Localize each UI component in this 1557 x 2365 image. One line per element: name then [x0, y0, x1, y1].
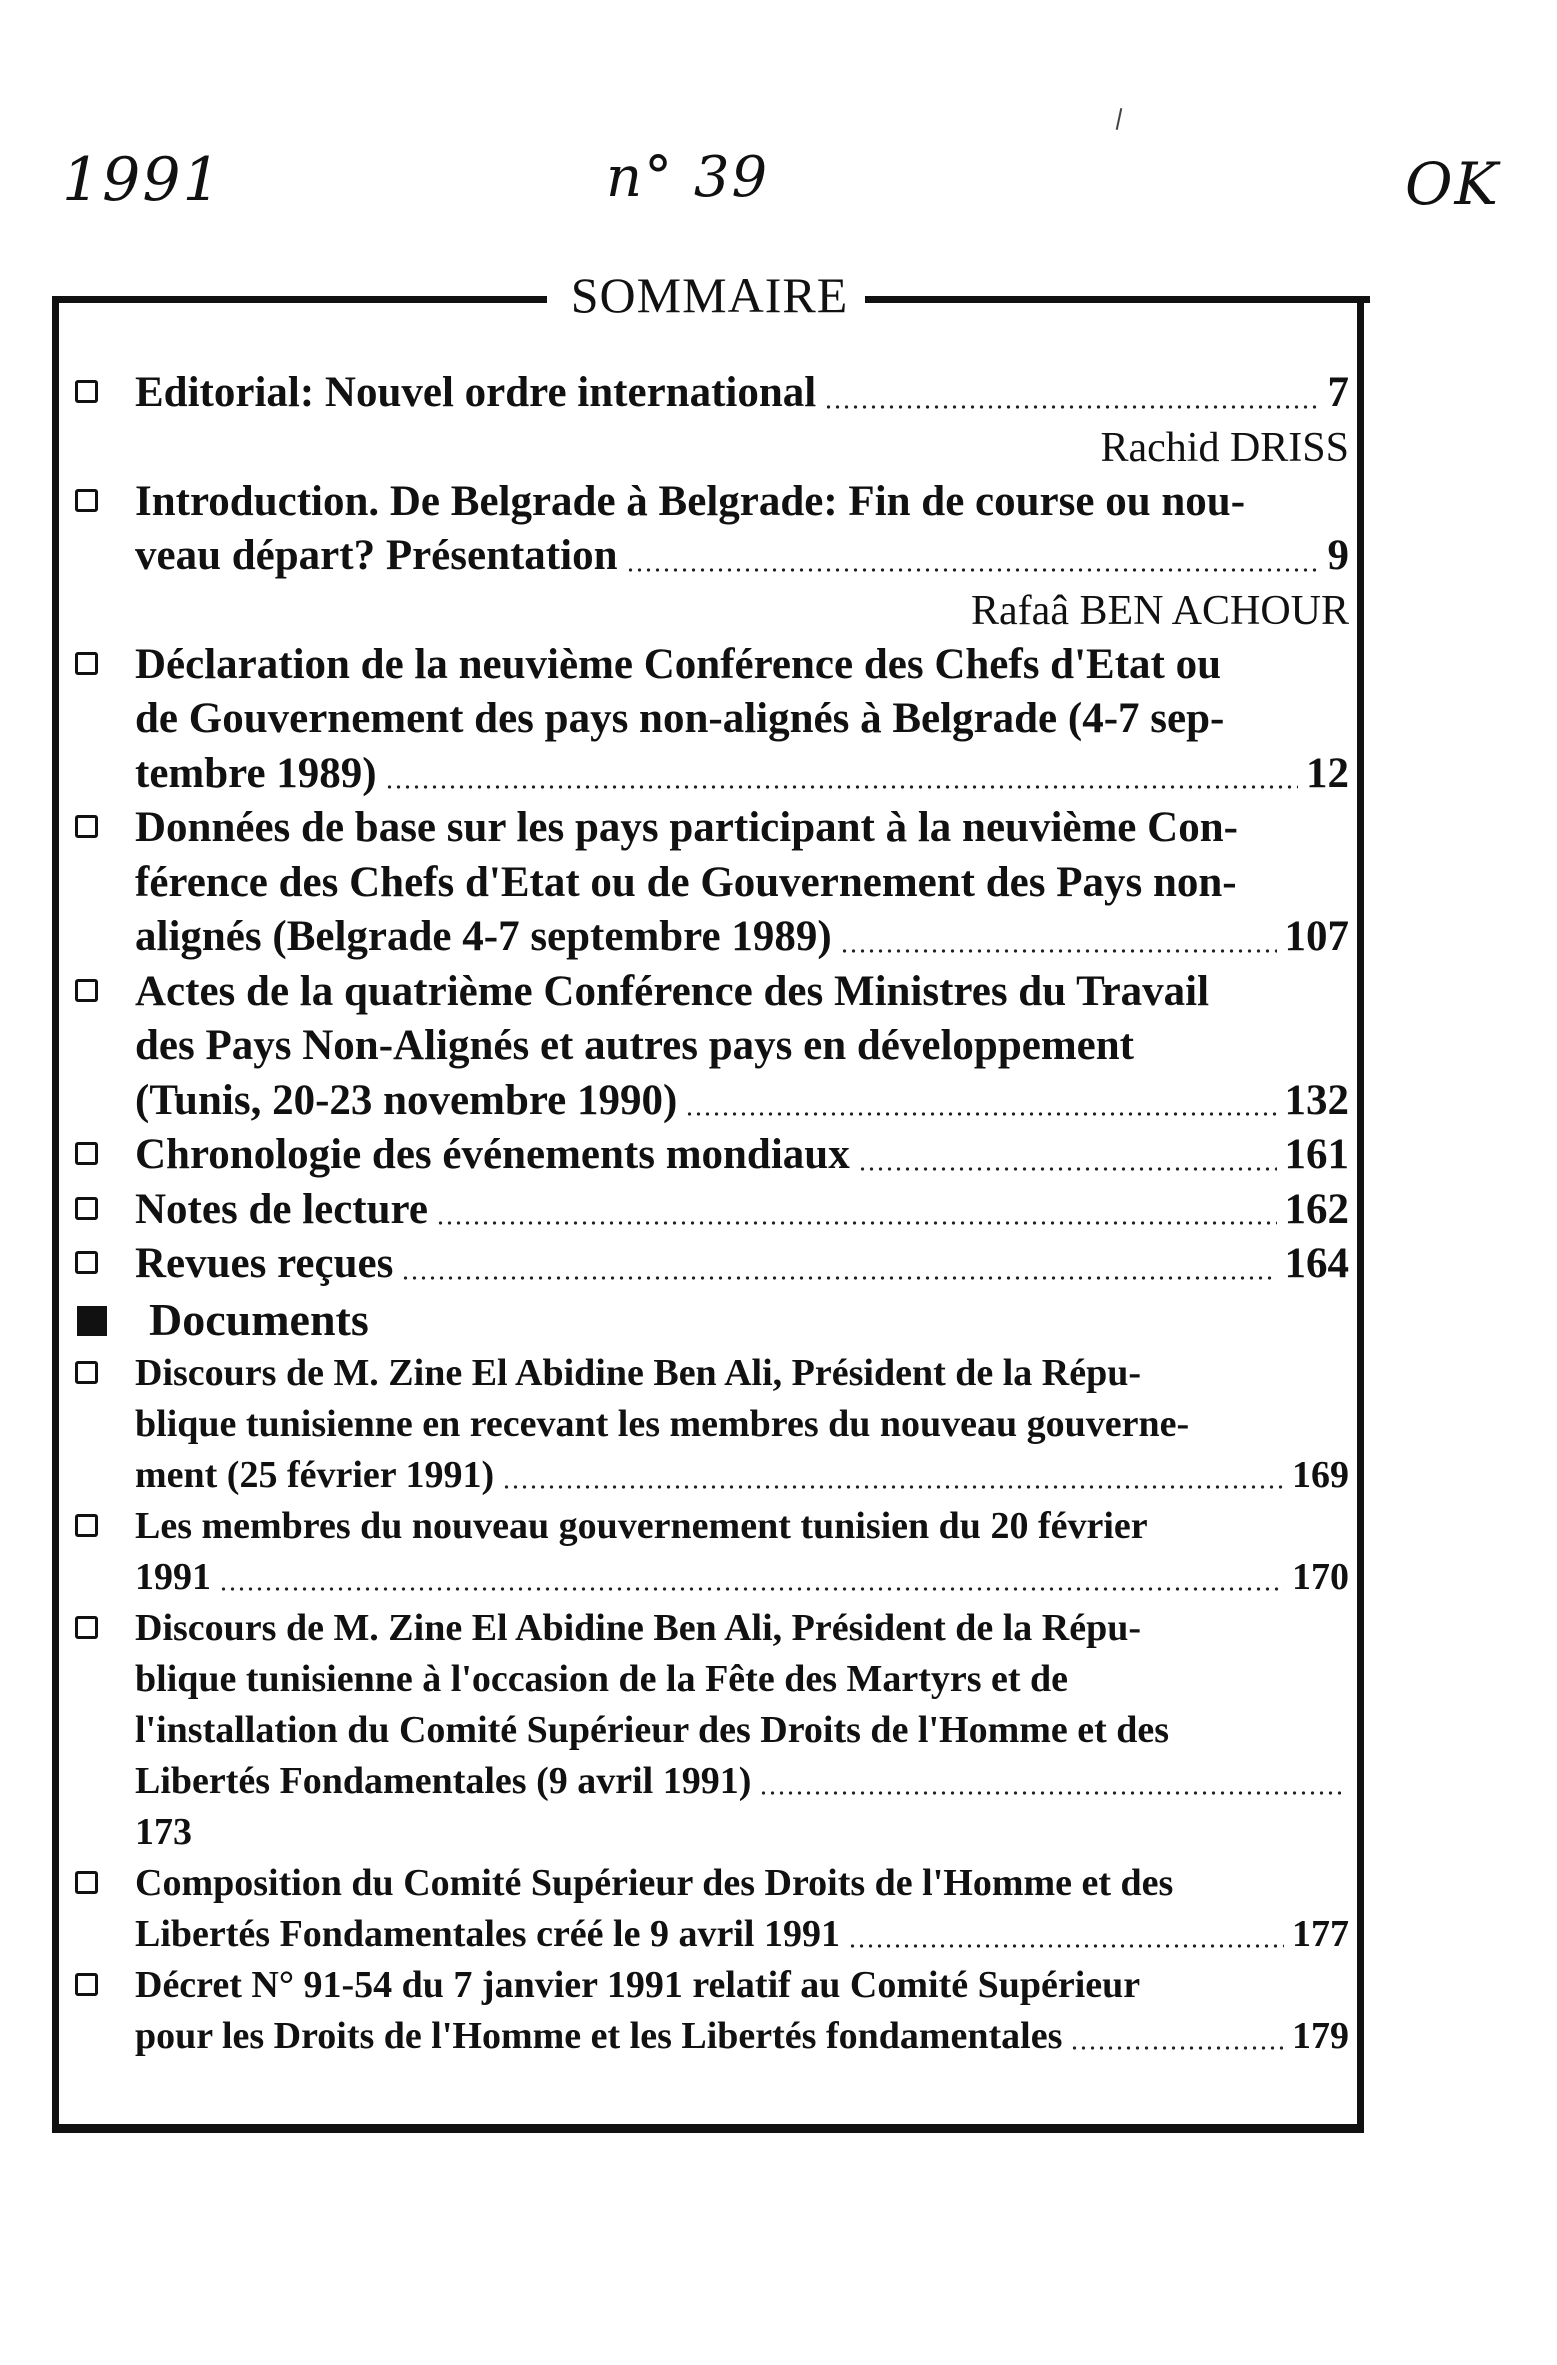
entry-line: Libertés Fondamentales créé le 9 avril 1991 — [135, 1912, 840, 1955]
page-number: 107 — [1284, 913, 1349, 960]
checkbox-icon — [75, 815, 98, 838]
entry-last-line — [135, 1237, 1349, 1292]
entry-line: ment (25 février 1991) — [135, 1453, 495, 1496]
dot-leader — [385, 785, 1298, 789]
page-number: 161 — [1284, 1131, 1349, 1178]
checkbox-icon — [75, 1514, 98, 1537]
dot-leader — [219, 1587, 1284, 1591]
page-number: 179 — [1292, 2014, 1349, 2057]
entry-line: Composition du Comité Supérieur des Droits de l'Homme et des — [135, 1861, 1174, 1904]
entry-line: 1991 — [135, 1555, 211, 1598]
dot-leader — [1070, 2046, 1284, 2050]
entry-last-line — [135, 529, 1349, 584]
dot-leader — [436, 1221, 1277, 1225]
checkbox-icon — [75, 1197, 98, 1220]
page-number: 132 — [1284, 1076, 1349, 1124]
checkbox-icon — [75, 1871, 98, 1894]
page-number: 9 — [1327, 532, 1349, 579]
table-of-contents — [67, 366, 1349, 2062]
entry-line: férence des Chefs d'Etat ou de Gouvernement des Pays non- — [135, 858, 1237, 906]
entry-author: Rachid DRISS — [1100, 424, 1349, 471]
toc-entry — [67, 1960, 1349, 2062]
entry-line: Chronologie des événements mondiaux — [135, 1131, 850, 1178]
entry-line: des Pays Non-Alignés et autres pays en développement — [135, 1022, 1134, 1069]
entry-last-line — [135, 1450, 1349, 1501]
checkbox-icon — [75, 1616, 98, 1639]
toc-entry — [67, 1237, 1349, 1292]
entry-last-line — [135, 1756, 1349, 1807]
page-number: 162 — [1284, 1185, 1349, 1233]
toc-entry — [67, 475, 1349, 584]
checkbox-icon — [75, 1142, 98, 1165]
entry-last-line — [135, 747, 1349, 802]
entry-line: Editorial: Nouvel ordre international — [135, 369, 817, 416]
page-number: 173 — [135, 1810, 192, 1853]
entry-last-line — [135, 366, 1349, 421]
dot-leader — [840, 949, 1277, 953]
entry-line: veau départ? Présentation — [135, 532, 618, 579]
page-number: 170 — [1292, 1555, 1349, 1598]
toc-entry — [67, 801, 1349, 965]
entry-line: Décret N° 91-54 du 7 janvier 1991 relatif au Comité Supérieur — [135, 1963, 1141, 2006]
page-title: SOMMAIRE — [554, 270, 865, 320]
handwritten-issue-number: n° 39 — [606, 145, 770, 210]
checkbox-icon — [75, 489, 98, 512]
documents-heading-text: Documents — [149, 1293, 369, 1345]
checkbox-icon — [75, 652, 98, 675]
entry-last-line — [135, 1909, 1349, 1960]
checkbox-icon — [75, 380, 98, 403]
entry-line: blique tunisienne à l'occasion de la Fête des Martyrs et de — [135, 1657, 1069, 1700]
dot-leader — [858, 1167, 1277, 1171]
entry-line: Les membres du nouveau gouvernement tunisien du 20 février — [135, 1504, 1148, 1547]
dot-leader — [401, 1276, 1276, 1280]
entry-last-line — [135, 1183, 1349, 1238]
entry-line: Données de base sur les pays participant à la neuvième Con- — [135, 804, 1238, 851]
page-number: 12 — [1306, 749, 1349, 797]
toc-entry — [67, 1348, 1349, 1501]
checkbox-icon — [75, 1973, 98, 1996]
entry-line: l'installation du Comité Supérieur des Droits de l'Homme et des — [135, 1708, 1170, 1751]
entry-last-line — [135, 1074, 1349, 1129]
toc-entry — [67, 366, 1349, 421]
entry-line: tembre 1989) — [135, 749, 377, 797]
toc-entry — [67, 1603, 1349, 1858]
entry-last-line — [135, 910, 1349, 965]
entry-last-line — [135, 1552, 1349, 1603]
entry-line: blique tunisienne en recevant les membres du nouveau gouverne- — [135, 1402, 1190, 1445]
entry-line: Libertés Fondamentales (9 avril 1991) — [135, 1759, 752, 1802]
entry-line: de Gouvernement des pays non-alignés à Belgrade (4-7 sep- — [135, 695, 1225, 742]
entry-author: Rafaâ BEN ACHOUR — [971, 587, 1349, 634]
entry-line: Introduction. De Belgrade à Belgrade: Fin de course ou nou- — [135, 477, 1246, 525]
filled-square-icon — [77, 1306, 107, 1336]
toc-entry — [67, 1128, 1349, 1183]
toc-entry — [67, 965, 1349, 1129]
checkbox-icon — [75, 979, 98, 1002]
page-number: 169 — [1292, 1453, 1349, 1496]
entry-last-line — [135, 1128, 1349, 1183]
handwritten-ok-mark: OK — [1405, 150, 1500, 218]
checkbox-icon — [75, 1361, 98, 1384]
entry-last-line — [135, 2011, 1349, 2062]
dot-leader — [824, 405, 1319, 409]
frame-top-rule-right — [865, 296, 1370, 303]
page-number: 177 — [1292, 1912, 1349, 1955]
entry-line: Déclaration de la neuvième Conférence des Chefs d'Etat ou — [135, 640, 1222, 688]
toc-entry — [67, 1501, 1349, 1603]
handwritten-year: 1991 — [62, 145, 223, 215]
entry-line: Discours de M. Zine El Abidine Ben Ali, Président de la Répu- — [135, 1351, 1142, 1394]
entry-line: Notes de lecture — [135, 1185, 428, 1233]
toc-entry — [67, 1858, 1349, 1960]
page-number: 164 — [1284, 1240, 1349, 1287]
dot-leader — [848, 1944, 1284, 1948]
toc-entry — [67, 638, 1349, 802]
dot-leader — [759, 1791, 1341, 1795]
entry-line: alignés (Belgrade 4-7 septembre 1989) — [135, 913, 832, 960]
entry-line: (Tunis, 20-23 novembre 1990) — [135, 1076, 678, 1124]
stray-pen-mark — [1116, 108, 1123, 130]
checkbox-icon — [75, 1251, 98, 1274]
entry-line: pour les Droits de l'Homme et les Libertés fondamentales — [135, 2014, 1063, 2057]
toc-entry — [67, 1183, 1349, 1238]
contents-frame — [52, 267, 1364, 2133]
frame-top-rule-left — [52, 296, 547, 303]
entry-line: Discours de M. Zine El Abidine Ben Ali, Président de la Répu- — [135, 1606, 1142, 1649]
dot-leader — [685, 1112, 1276, 1116]
documents-section-heading — [67, 1292, 1349, 1348]
dot-leader — [502, 1485, 1284, 1489]
entry-line: Actes de la quatrième Conférence des Ministres du Travail — [135, 967, 1210, 1015]
entry-line: Revues reçues — [135, 1240, 394, 1287]
page-number: 7 — [1327, 369, 1349, 416]
dot-leader — [626, 568, 1320, 572]
